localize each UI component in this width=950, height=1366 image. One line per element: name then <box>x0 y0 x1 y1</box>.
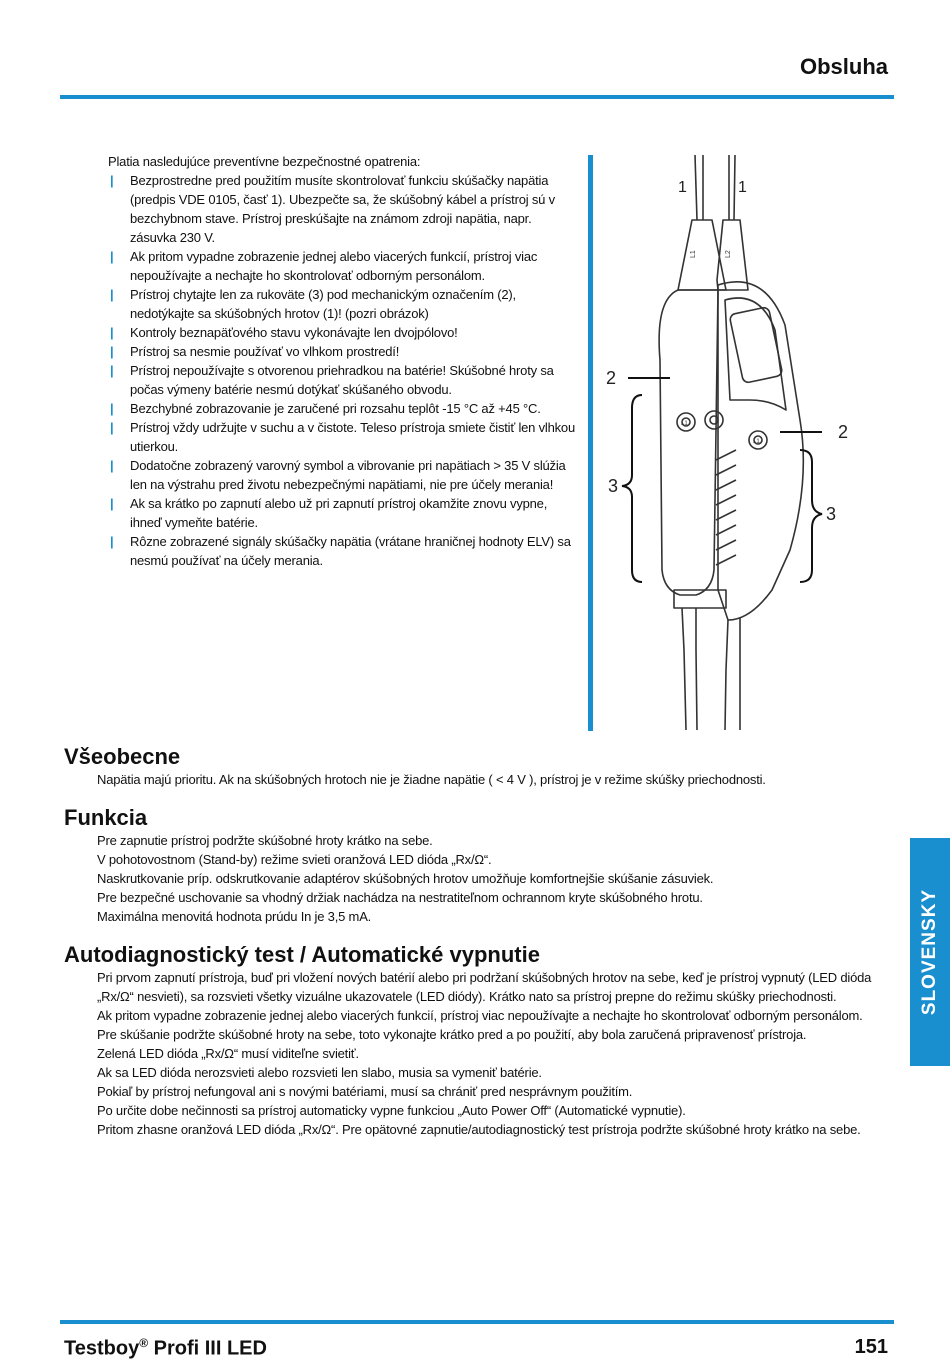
voltage-tester-illustration <box>600 150 870 730</box>
figure-divider <box>588 155 593 731</box>
safety-bullet: | Ak sa krátko po zapnutí alebo už pri zapnutí prístroj okamžite znovu vypne, ihneď vymeňte batérie. <box>108 494 578 532</box>
safety-instructions <box>108 152 578 570</box>
safety-bullet: | Dodatočne zobrazený varovný symbol a vibrovanie pri napätiach > 35 V slúžia len na výstrahu pred životu nebezpečnými napätiami, nie pre účely merania! <box>108 456 578 494</box>
page-section-title: Obsluha <box>799 54 888 79</box>
section-body-function <box>97 831 887 926</box>
paragraph: Naskrutkovanie príp. odskrutkovanie adaptérov skúšobných hrotov umožňuje komfortnejšie skúšanie zásuviek. <box>97 871 714 886</box>
section-body-self-test <box>97 968 887 1139</box>
paragraph: Napätia majú prioritu. Ak na skúšobných hrotoch nie je žiadne napätie ( < 4 V ), prístroj je v režime skúšky priechodnosti. <box>97 772 766 787</box>
paragraph: Zelená LED dióda „Rx/Ω“ musí viditeľne svietiť. <box>97 1046 359 1061</box>
button-mark-left: L1 <box>681 421 688 427</box>
model-name: Profi III LED <box>148 1337 267 1360</box>
header-divider <box>60 95 894 99</box>
paragraph: Ak pritom vypadne zobrazenie jednej alebo viacerých funkcií, prístroj viac nepoužívajte a nechajte ho skontrolovať odborným personálom. <box>97 1008 863 1023</box>
safety-bullet: | Prístroj nepoužívajte s otvorenou priehradkou na batérie! Skúšobné hroty sa počas výmeny batérie nesmú dotýkať skúšaného obvodu. <box>108 361 578 399</box>
paragraph: Pri prvom zapnutí prístroja, buď pri vložení nových batérií alebo pri podržaní skúšobných hrotov na sebe, keď je prístroj vypnutý (LED dióda „Rx/Ω“ nesvieti), sa rozsvieti všetky vizuálne ukazovatele (LED diódy). Krátko nato sa prístroj prepne do režimu skúšky priechodnosti. <box>97 970 872 1004</box>
probe-label-1: 1 <box>678 179 687 196</box>
footer-product-name <box>64 1336 267 1361</box>
safety-bullet: | Kontroly beznapäťového stavu vykonávajte len dvojpólovo! <box>108 323 578 342</box>
safety-bullet: | Prístroj chytajte len za rukoväte (3) pod mechanickým označením (2), nedotýkajte sa skúšobných hrotov (1)! (pozri obrázok) <box>108 285 578 323</box>
paragraph: Maximálna menovitá hodnota prúdu In je 3,5 mA. <box>97 909 372 924</box>
probe-label-1: 1 <box>738 179 747 196</box>
probe-mark-right: L2 <box>725 250 732 258</box>
marking-label-2: 2 <box>838 422 849 442</box>
safety-bullet: | Prístroj vždy udržujte v suchu a v čistote. Teleso prístroja smiete čistiť len vlhkou utierkou. <box>108 418 578 456</box>
registered-mark: ® <box>139 1336 149 1350</box>
safety-bullet: | Prístroj sa nesmie používať vo vlhkom prostredí! <box>108 342 578 361</box>
paragraph: Ak sa LED dióda nerozsvieti alebo rozsvieti len slabo, musia sa vymeniť batérie. <box>97 1065 542 1080</box>
section-title-function: Funkcia <box>64 805 148 830</box>
handle-label-3: 3 <box>608 476 619 496</box>
paragraph: Pre zapnutie prístroj podržte skúšobné hroty krátko na sebe. <box>97 833 433 848</box>
paragraph: Pre skúšanie podržte skúšobné hroty na sebe, toto vykonajte krátko pred a po použití, aby bola zaručená pripravenosť prístroja. <box>97 1027 807 1042</box>
section-body-general <box>97 770 887 789</box>
brand-name: Testboy <box>64 1337 140 1360</box>
language-tab-label: SLOVENSKY <box>919 888 940 1016</box>
safety-bullet: | Bezchybné zobrazovanie je zaručené pri rozsahu teplôt -15 °C až +45 °C. <box>108 399 578 418</box>
intro-lead: Platia nasledujúce preventívne bezpečnostné opatrenia: <box>108 154 421 169</box>
probe-mark-left: L1 <box>690 250 697 258</box>
marking-label-2: 2 <box>606 368 617 388</box>
section-title-general: Všeobecne <box>64 744 181 769</box>
page-number: 151 <box>854 1336 888 1358</box>
button-mark-right: L1 <box>753 439 760 445</box>
language-tab <box>910 838 950 1066</box>
paragraph: Pokiaľ by prístroj nefungoval ani s novými batériami, musí sa chrániť pred nesprávnym použitím. <box>97 1084 633 1099</box>
paragraph: Po určite dobe nečinnosti sa prístroj automaticky vypne funkciou „Auto Power Off“ (Automatické vypnutie). <box>97 1103 686 1118</box>
paragraph: Pritom zhasne oranžová LED dióda „Rx/Ω“. Pre opätovné zapnutie/autodiagnostický test prístroja podržte skúšobné hroty krátko na sebe. <box>97 1122 861 1137</box>
safety-bullet: | Ak pritom vypadne zobrazenie jednej alebo viacerých funkcií, prístroj viac nepoužívajte a nechajte ho skontrolovať odborným personálom. <box>108 247 578 285</box>
paragraph: Pre bezpečné uschovanie sa vhodný držiak nachádza na nestratiteľnom ochrannom kryte skúšobného hrotu. <box>97 890 703 905</box>
handle-label-3: 3 <box>826 504 837 524</box>
safety-bullet: | Rôzne zobrazené signály skúšačky napätia (vrátane hraničnej hodnoty ELV) sa nesmú používať na účely merania. <box>108 532 578 570</box>
footer-divider <box>60 1320 894 1324</box>
paragraph: V pohotovostnom (Stand-by) režime svieti oranžová LED dióda „Rx/Ω“. <box>97 852 492 867</box>
section-title-self-test: Autodiagnostický test / Automatické vypnutie <box>64 942 540 967</box>
safety-bullet: | Bezprostredne pred použitím musíte skontrolovať funkciu skúšačky napätia (predpis VDE 0105, časť 1). Ubezpečte sa, že skúšobný kábel a prístroj sú v bezchybnom stave. Prístroj preskúšajte na známom zdroji napätia, napr. zásuvka 230 V. <box>108 171 578 247</box>
